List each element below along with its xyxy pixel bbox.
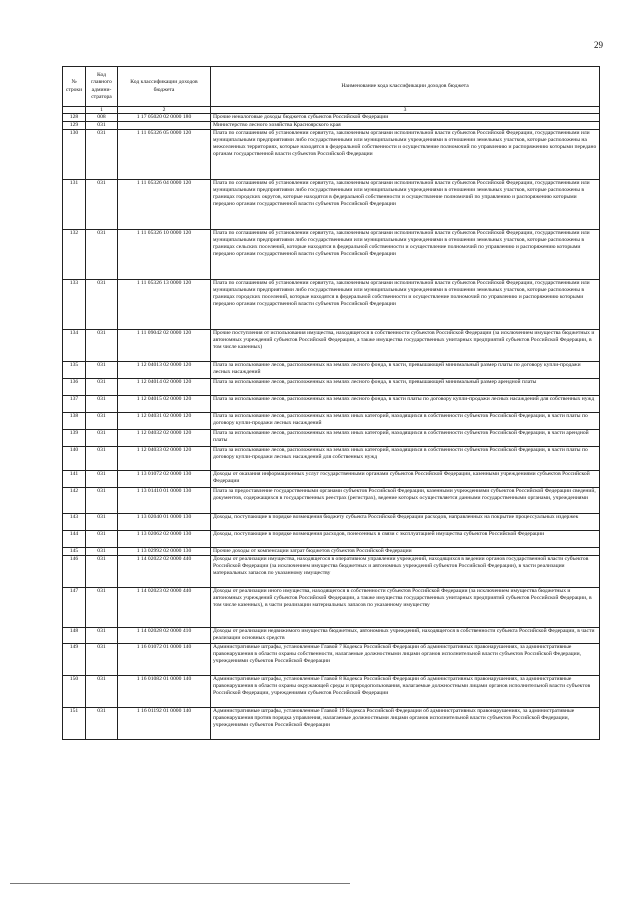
table-row	[63, 644, 600, 676]
revenue-name-cell: Плата за предоставление государственными органами субъектов Российской Федерации, казенными учреждениями субъектов Российской Федерации сведений, документов, содержащихся в государственных реестрах (регистрах), ведение которых осуществляется данными государственными органами, учреждениями	[211, 488, 600, 514]
table-row	[63, 114, 600, 122]
classification-code-cell: 1 16 01082 01 0000 140	[118, 676, 211, 708]
header-name: Наименование кода классификации доходов бюджета	[211, 67, 600, 107]
admin-code-cell: 031	[86, 396, 118, 413]
classification-code-cell: 1 14 02022 02 0000 440	[118, 556, 211, 588]
classification-code-cell: 1 12 04031 02 0000 120	[118, 413, 211, 430]
col-number-cell: 2	[118, 107, 211, 114]
revenue-name-cell: Прочие доходы от компенсации затрат бюджетов субъектов Российской Федерации	[211, 548, 600, 556]
row-number-cell: 147	[63, 588, 86, 628]
classification-code-cell: 1 11 05326 04 0000 120	[118, 180, 211, 230]
header-class-code: Код классификации доходов бюджета	[118, 67, 211, 107]
admin-code-cell: 031	[86, 330, 118, 362]
table-row	[63, 130, 600, 180]
table-row	[63, 447, 600, 471]
row-number-cell: 128	[63, 114, 86, 122]
admin-code-cell: 031	[86, 280, 118, 330]
table-row	[63, 531, 600, 548]
page-number: 29	[594, 40, 603, 50]
revenue-name-cell: Плата за использование лесов, расположенных на землях иных категорий, находящихся в собственности субъектов Российской Федерации, в части арендной платы	[211, 430, 600, 447]
table-row	[63, 471, 600, 488]
revenue-name-cell: Прочие поступления от использования имущества, находящегося в собственности субъектов Российской Федерации (за исключением имущества бюджетных и автономных учреждений субъектов Российской Федерации, а также имущества государственных унитарных предприятий субъектов Российской Федерации, в том числе казенных)	[211, 330, 600, 362]
classification-code-cell: 1 13 01410 01 0000 130	[118, 488, 211, 514]
table-row	[63, 379, 600, 396]
row-number-cell: 133	[63, 280, 86, 330]
admin-code-cell: 031	[86, 708, 118, 740]
table-row	[63, 180, 600, 230]
admin-code-cell: 031	[86, 588, 118, 628]
row-number-cell: 151	[63, 708, 86, 740]
row-number-cell: 148	[63, 628, 86, 644]
revenue-name-cell: Доходы от реализации имущества, находящегося в оперативном управлении учреждений, находящихся в ведении органов государственной власти субъектов Российской Федерации (за исключением имущества бюджетных и автономных учреждений субъектов Российской Федерации), в части реализации материальных запасов по указанному имуществу	[211, 556, 600, 588]
revenue-name-cell: Плата за использование лесов, расположенных на землях лесного фонда, в части, превышающей минимальный размер платы по договору купли-продажи лесных насаждений	[211, 362, 600, 379]
classification-code-cell: 1 13 02992 02 0000 130	[118, 548, 211, 556]
table-row	[63, 330, 600, 362]
classification-code-cell: 1 16 01072 01 0000 140	[118, 644, 211, 676]
admin-code-cell: 031	[86, 531, 118, 548]
classification-code-cell: 1 12 04013 02 0000 120	[118, 362, 211, 379]
admin-code-cell: 031	[86, 362, 118, 379]
admin-code-cell: 031	[86, 488, 118, 514]
row-number-cell: 143	[63, 514, 86, 531]
row-number-cell: 136	[63, 379, 86, 396]
admin-code-cell: 031	[86, 548, 118, 556]
col-number-cell	[63, 107, 86, 114]
classification-code-cell: 1 13 02062 02 0000 130	[118, 531, 211, 548]
row-number-cell: 135	[63, 362, 86, 379]
revenue-name-cell: Доходы от реализации иного имущества, находящегося в собственности субъектов Российской Федерации (за исключением имущества бюджетных и автономных учреждений субъектов Российской Федерации, а также имущества государственных унитарных предприятий субъектов Российской Федерации, в том числе казенных), в части реализации материальных запасов по указанному имуществу	[211, 588, 600, 628]
revenue-name-cell: Плата по соглашениям об установлении сервитута, заключенным органами исполнительной власти субъектов Российской Федерации, государственными или муниципальными предприятиями либо государственными или муниципальными учреждениями в отношении земельных участков, которые расположены в границах сельских поселений, которые находятся в федеральной собственности и осуществление полномочий по управлению и распоряжению которыми передано органам государственной власти субъектов Российской Федерации	[211, 230, 600, 280]
revenue-name-cell: Плата за использование лесов, расположенных на землях лесного фонда, в части платы по договору купли-продажи лесных насаждений для собственных нужд	[211, 396, 600, 413]
table-row	[63, 430, 600, 447]
table-row	[63, 708, 600, 740]
table-row	[63, 413, 600, 430]
bottom-divider	[10, 883, 350, 884]
classification-code-cell: 1 12 04032 02 0000 120	[118, 430, 211, 447]
revenue-name-cell: Плата по соглашениям об установлении сервитута, заключенным органами исполнительной власти субъектов Российской Федерации, государственными или муниципальными предприятиями либо государственными или муниципальными учреждениями в отношении земельных участков, которые расположены в границах городских поселений, которые находятся в федеральной собственности и осуществление полномочий по управлению и распоряжению которыми передано органам государственной власти субъектов Российской Федерации	[211, 280, 600, 330]
admin-code-cell: 008	[86, 114, 118, 122]
row-number-cell: 149	[63, 644, 86, 676]
col-number-cell: 1	[86, 107, 118, 114]
classification-code-cell: 1 13 01072 02 0000 130	[118, 471, 211, 488]
revenue-name-cell: Доходы от оказания информационных услуг государственными органами субъектов Российской Федерации, казенными учреждениями субъектов Российской Федерации	[211, 471, 600, 488]
revenue-name-cell: Прочие неналоговые доходы бюджетов субъектов Российской Федерации	[211, 114, 600, 122]
classification-code-cell: 1 14 02028 02 0000 410	[118, 628, 211, 644]
table-row	[63, 396, 600, 413]
classification-code-cell	[118, 122, 211, 130]
classification-code-cell: 1 16 01192 01 0000 140	[118, 708, 211, 740]
header-row-no: № строки	[63, 67, 86, 107]
revenue-name-cell: Плата за использование лесов, расположенных на землях лесного фонда, в части, превышающей минимальный размер арендной платы	[211, 379, 600, 396]
table-row	[63, 628, 600, 644]
row-number-cell: 130	[63, 130, 86, 180]
table-row	[63, 230, 600, 280]
revenue-name-cell: Административные штрафы, установленные Главой 19 Кодекса Российской Федерации об административных правонарушениях, за административные правонарушения против порядка управления, налагаемые должностными лицами органов исполнительной власти субъектов Российской Федерации, учреждениями субъектов Российской Федерации	[211, 708, 600, 740]
table-row	[63, 488, 600, 514]
row-number-cell: 137	[63, 396, 86, 413]
admin-code-cell: 031	[86, 644, 118, 676]
table-row	[63, 556, 600, 588]
classification-code-cell: 1 17 05020 02 0000 180	[118, 114, 211, 122]
revenue-name-cell: Доходы от реализации недвижимого имущества бюджетных, автономных учреждений, находящегося в собственности субъекта Российской Федерации, в части реализации основных средств	[211, 628, 600, 644]
classification-code-cell: 1 11 05326 10 0000 120	[118, 230, 211, 280]
admin-code-cell: 031	[86, 230, 118, 280]
revenue-name-cell: Плата по соглашениям об установлении сервитута, заключенным органами исполнительной власти субъектов Российской Федерации, государственными или муниципальными предприятиями либо государственными или муниципальными учреждениями в отношении земельных участков, которые расположены в границах городских округов, которые находятся в федеральной собственности и осуществление полномочий по управлению и распоряжению которыми передано органам государственной власти субъектов Российской Федерации	[211, 180, 600, 230]
admin-code-cell: 031	[86, 628, 118, 644]
admin-code-cell: 031	[86, 514, 118, 531]
classification-code-cell: 1 12 04014 02 0000 120	[118, 379, 211, 396]
row-number-cell: 140	[63, 447, 86, 471]
revenue-name-cell: Административные штрафы, установленные Главой 7 Кодекса Российской Федерации об административных правонарушениях, за административные правонарушения в области охраны собственности, налагаемые должностными лицами органов исполнительной власти субъектов Российской Федерации, учреждениями субъектов Российской Федерации	[211, 644, 600, 676]
classification-code-cell: 1 11 05326 13 0000 120	[118, 280, 211, 330]
admin-code-cell: 031	[86, 676, 118, 708]
row-number-cell: 131	[63, 180, 86, 230]
classification-code-cell: 1 12 04015 02 0000 120	[118, 396, 211, 413]
table-row	[63, 514, 600, 531]
header-admin-code: Код главного админи-стратора	[86, 67, 118, 107]
table-row	[63, 676, 600, 708]
row-number-cell: 139	[63, 430, 86, 447]
row-number-cell: 144	[63, 531, 86, 548]
admin-code-cell: 031	[86, 379, 118, 396]
classification-code-cell: 1 13 02040 01 0000 130	[118, 514, 211, 531]
revenue-name-cell: Министерство лесного хозяйства Красноярского края	[211, 122, 600, 130]
row-number-cell: 134	[63, 330, 86, 362]
column-number-row	[63, 107, 600, 114]
row-number-cell: 129	[63, 122, 86, 130]
classification-code-cell: 1 14 02023 02 0000 440	[118, 588, 211, 628]
revenue-name-cell: Плата за использование лесов, расположенных на землях иных категорий, находящихся в собственности субъектов Российской Федерации, в части платы по договору купли-продажи лесных насаждений для собственных нужд	[211, 447, 600, 471]
admin-code-cell: 031	[86, 413, 118, 430]
admin-code-cell: 031	[86, 430, 118, 447]
table-row	[63, 548, 600, 556]
table-row	[63, 588, 600, 628]
row-number-cell: 146	[63, 556, 86, 588]
classification-code-cell: 1 11 05326 05 0000 120	[118, 130, 211, 180]
row-number-cell: 141	[63, 471, 86, 488]
row-number-cell: 150	[63, 676, 86, 708]
admin-code-cell: 031	[86, 130, 118, 180]
col-number-cell: 3	[211, 107, 600, 114]
classification-code-cell: 1 11 09042 02 0000 120	[118, 330, 211, 362]
classification-code-cell: 1 12 04033 02 0000 120	[118, 447, 211, 471]
revenue-name-cell: Плата за использование лесов, расположенных на землях иных категорий, находящихся в собственности субъектов Российской Федерации, в части платы по договору купли-продажи лесных насаждений	[211, 413, 600, 430]
admin-code-cell: 031	[86, 556, 118, 588]
admin-code-cell: 031	[86, 122, 118, 130]
table-row	[63, 362, 600, 379]
revenue-name-cell: Доходы, поступающие в порядке возмещения расходов, понесенных в связи с эксплуатацией имущества субъектов Российской Федерации	[211, 531, 600, 548]
revenue-name-cell: Доходы, поступающие в порядке возмещения бюджету субъекта Российской Федерации расходов, направленных на покрытие процессуальных издержек	[211, 514, 600, 531]
revenue-name-cell: Административные штрафы, установленные Главой 8 Кодекса Российской Федерации об административных правонарушениях, за административные правонарушения в области охраны окружающей среды и природопользования, налагаемые должностными лицами органов исполнительной власти субъектов Российской Федерации, учреждениями субъектов Российской Федерации	[211, 676, 600, 708]
table-row	[63, 122, 600, 130]
row-number-cell: 142	[63, 488, 86, 514]
budget-revenue-table	[62, 66, 600, 740]
row-number-cell: 132	[63, 230, 86, 280]
table-row	[63, 280, 600, 330]
revenue-name-cell: Плата по соглашениям об установлении сервитута, заключенным органами исполнительной власти субъектов Российской Федерации, государственными или муниципальными предприятиями либо государственными или муниципальными учреждениями в отношении земельных участков, которые расположены на межселенных территориях, которые находятся в федеральной собственности и осуществление полномочий по управлению и распоряжению которыми передано органам государственной власти субъектов Российской Федерации	[211, 130, 600, 180]
admin-code-cell: 031	[86, 180, 118, 230]
admin-code-cell: 031	[86, 447, 118, 471]
row-number-cell: 145	[63, 548, 86, 556]
row-number-cell: 138	[63, 413, 86, 430]
admin-code-cell: 031	[86, 471, 118, 488]
